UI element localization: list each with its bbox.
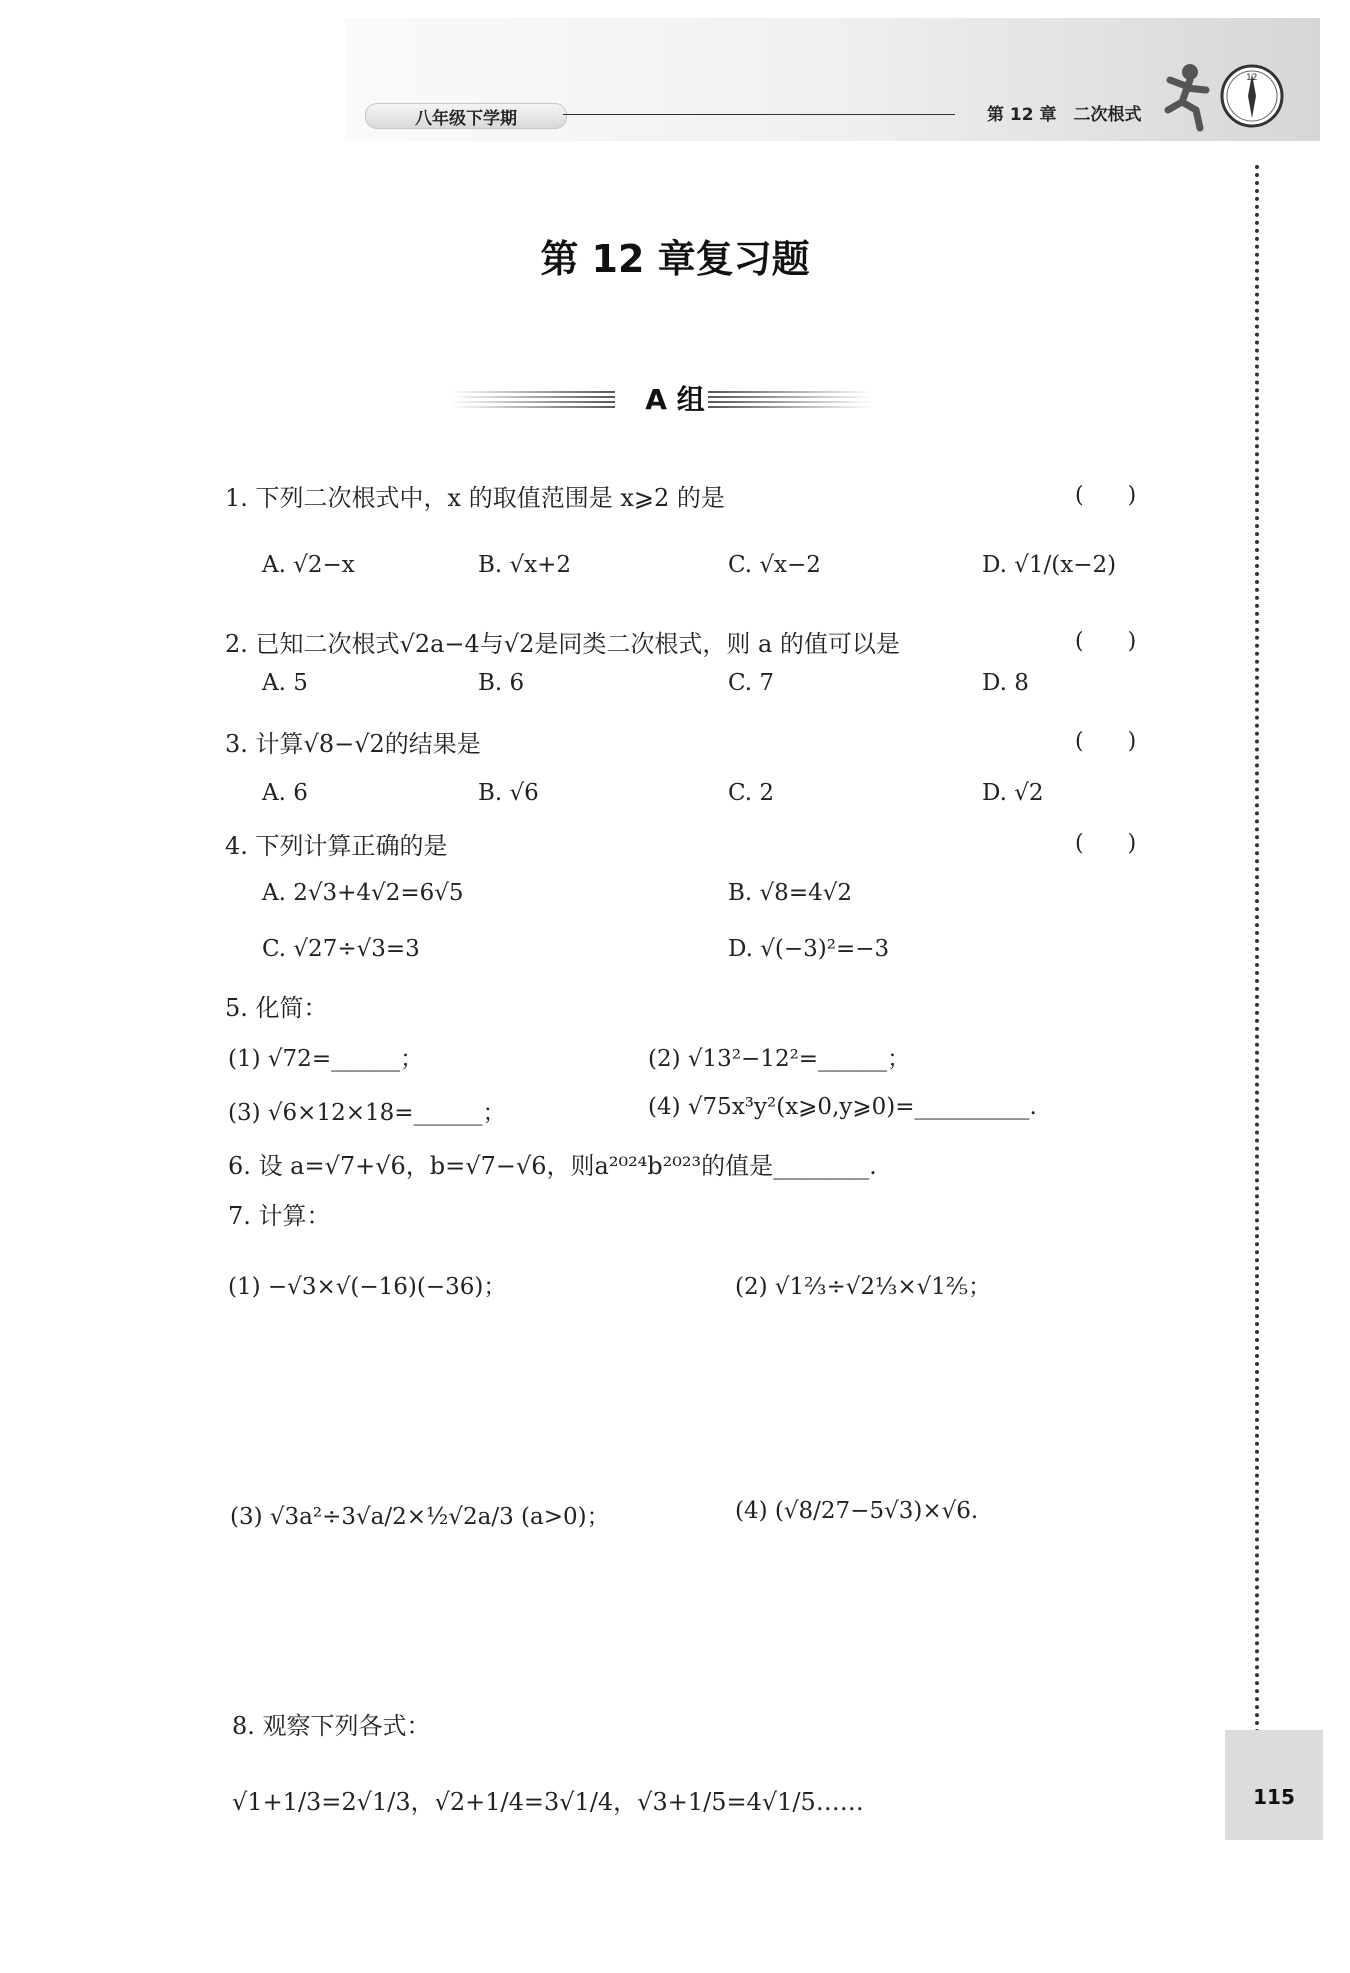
grade-label: 八年级下学期	[365, 103, 567, 129]
question-7-part-1: (1) −√3×√(−16)(−36)；	[228, 1274, 507, 1300]
group-heading: A 组	[645, 383, 705, 416]
question-4-option-c: C. √27÷√3=3	[262, 936, 420, 962]
question-5-part-4: (4) √75x³y²(x⩾0,y⩾0)=__________.	[648, 1094, 1037, 1120]
question-8-stem: 8. 观察下列各式：	[232, 1712, 431, 1740]
question-1-stem: 1. 下列二次根式中，x 的取值范围是 x⩾2 的是	[225, 484, 725, 512]
question-2-option-a: A. 5	[262, 670, 308, 696]
question-3-option-b: B. √6	[478, 780, 539, 806]
question-3-option-d: D. √2	[982, 780, 1044, 806]
question-2-stem: 2. 已知二次根式√2a−4与√2是同类二次根式，则 a 的值可以是	[225, 630, 900, 658]
question-4-option-a: A. 2√3+4√2=6√5	[262, 880, 464, 906]
question-8-expression: √1+1/3=2√1/3，√2+1/4=3√1/4，√3+1/5=4√1/5……	[232, 1788, 864, 1816]
svg-text:12: 12	[1246, 73, 1258, 83]
question-1-answer-paren: ( )	[1075, 483, 1137, 508]
question-6-stem: 6. 设 a=√7+√6，b=√7−√6，则a²⁰²⁴b²⁰²³的值是________.	[228, 1152, 877, 1180]
question-7-part-4: (4) (√8/27−5√3)×√6.	[735, 1498, 979, 1524]
question-1-option-d: D. √1/(x−2)	[982, 552, 1117, 578]
question-5-part-1: (1) √72=______；	[228, 1046, 424, 1072]
question-4-stem: 4. 下列计算正确的是	[225, 832, 448, 860]
question-3-stem: 3. 计算√8−√2的结果是	[225, 730, 481, 758]
question-7-part-3: (3) √3a²÷3√a/2×½√2a/3 (a>0)；	[230, 1504, 610, 1530]
question-2-option-b: B. 6	[478, 670, 525, 696]
question-2-answer-paren: ( )	[1075, 629, 1137, 654]
question-5-part-2: (2) √13²−12²=______；	[648, 1046, 911, 1072]
question-2-option-c: C. 7	[728, 670, 775, 696]
question-4-answer-paren: ( )	[1075, 831, 1137, 856]
question-2-option-d: D. 8	[982, 670, 1029, 696]
header-rule	[563, 114, 955, 115]
question-5-part-3: (3) √6×12×18=______；	[228, 1100, 506, 1126]
question-3-option-c: C. 2	[728, 780, 775, 806]
question-7-stem: 7. 计算：	[228, 1202, 331, 1230]
question-1-option-b: B. √x+2	[478, 552, 572, 578]
question-3-answer-paren: ( )	[1075, 729, 1137, 754]
page-title: 第 12 章复习题	[540, 237, 810, 281]
runner-compass-icon	[1160, 50, 1300, 140]
question-4-option-d: D. √(−3)²=−3	[728, 936, 890, 962]
question-7-part-2: (2) √1⅔÷√2⅓×√1⅖；	[735, 1274, 992, 1300]
page-number: 115	[1253, 1785, 1295, 1809]
question-1-option-c: C. √x−2	[728, 552, 821, 578]
question-4-option-b: B. √8=4√2	[728, 880, 853, 906]
question-1-option-a: A. √2−x	[262, 552, 355, 578]
chapter-label: 第 12 章 二次根式	[987, 105, 1142, 125]
group-decor-right	[708, 388, 873, 410]
question-5-stem: 5. 化简：	[225, 994, 328, 1022]
question-3-option-a: A. 6	[262, 780, 308, 806]
